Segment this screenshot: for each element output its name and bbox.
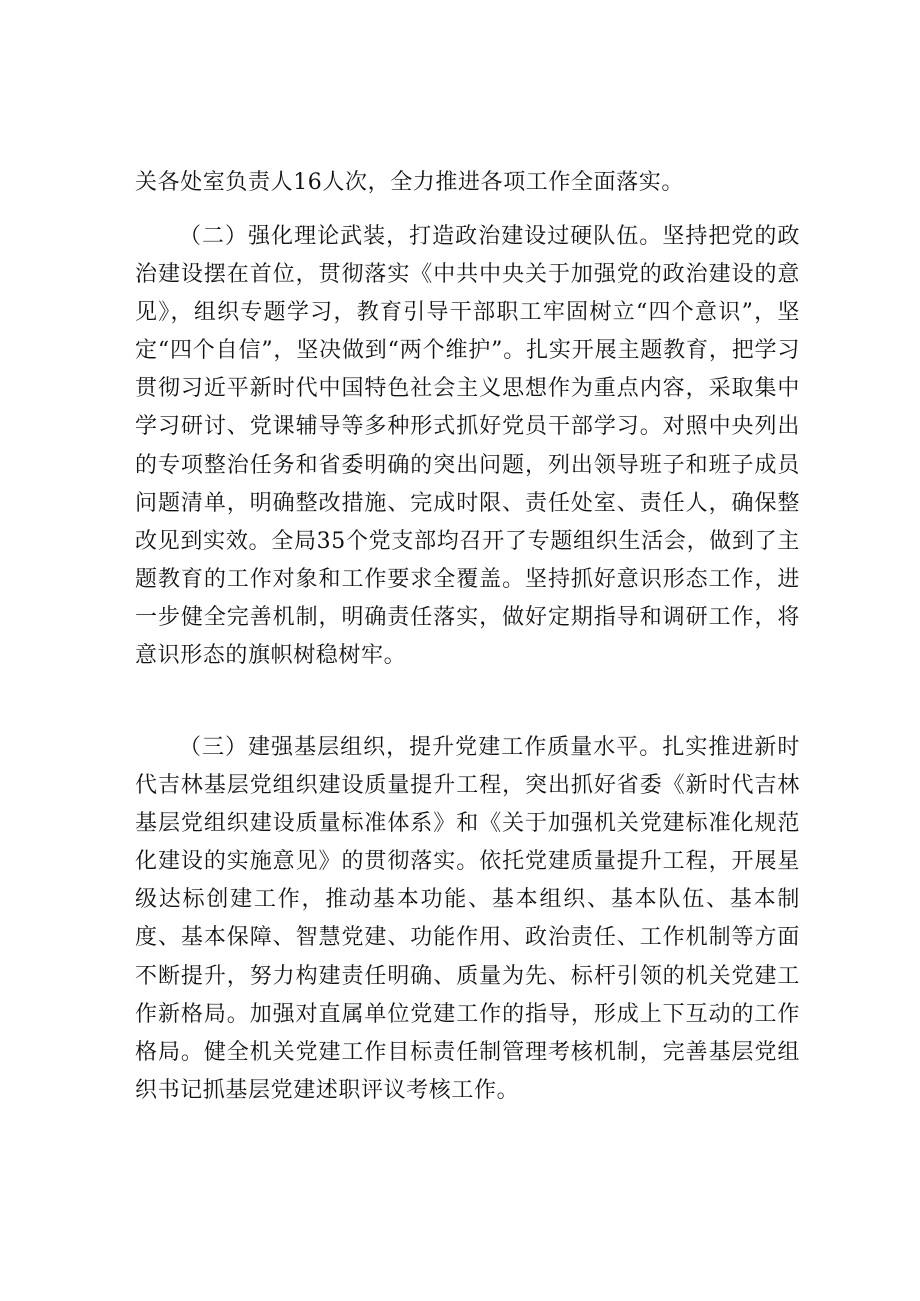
paragraph-continuation: 关各处室负责人16人次，全力推进各项工作全面落实。 [135,170,684,195]
paragraph-section-3: （三）建强基层组织，提升党建工作质量水平。扎实推进新时代吉林基层党组织建设质量提升工程，突出抓好省委《新时代吉林基层党组织建设质量标准体系》和《关于加强机关党建标准化规范化建设的实施意见》的贯彻落实。依托党建质量提升工程，开展星级达标创建工作，推动基本功能、基本组织、基本队伍、基本制度、基本保障、智慧党建、功能作用、政治责任、工作机制等方面不断提升，努力构建责任明确、质量为先、标杆引领的机关党建工作新格局。加强对直属单位党建工作的指导，形成上下互动的工作格局。健全机关党建工作目标责任制管理考核机制，完善基层党组织书记抓基层党建述职评议考核工作。 [135,735,800,1103]
paragraph-section-2: （二）强化理论武装，打造政治建设过硬队伍。坚持把党的政治建设摆在首位，贯彻落实《中共中央关于加强党的政治建设的意见》，组织专题学习，教育引导干部职工牢固树立“四个意识”，坚定“四个自信”，坚决做到“两个维护”。扎实开展主题教育，把学习贯彻习近平新时代中国特色社会主义思想作为重点内容，采取集中学习研讨、党课辅导等多种形式抓好党员干部学习。对照中央列出的专项整治任务和省委明确的突出问题，列出领导班子和班子成员问题清单，明确整改措施、完成时限、责任处室、责任人，确保整改见到实效。全局35个党支部均召开了专题组织生活会，做到了主题教育的工作对象和工作要求全覆盖。坚持抓好意识形态工作，进一步健全完善机制，明确责任落实，做好定期指导和调研工作，将意识形态的旗帜树稳树牢。 [135,224,800,669]
